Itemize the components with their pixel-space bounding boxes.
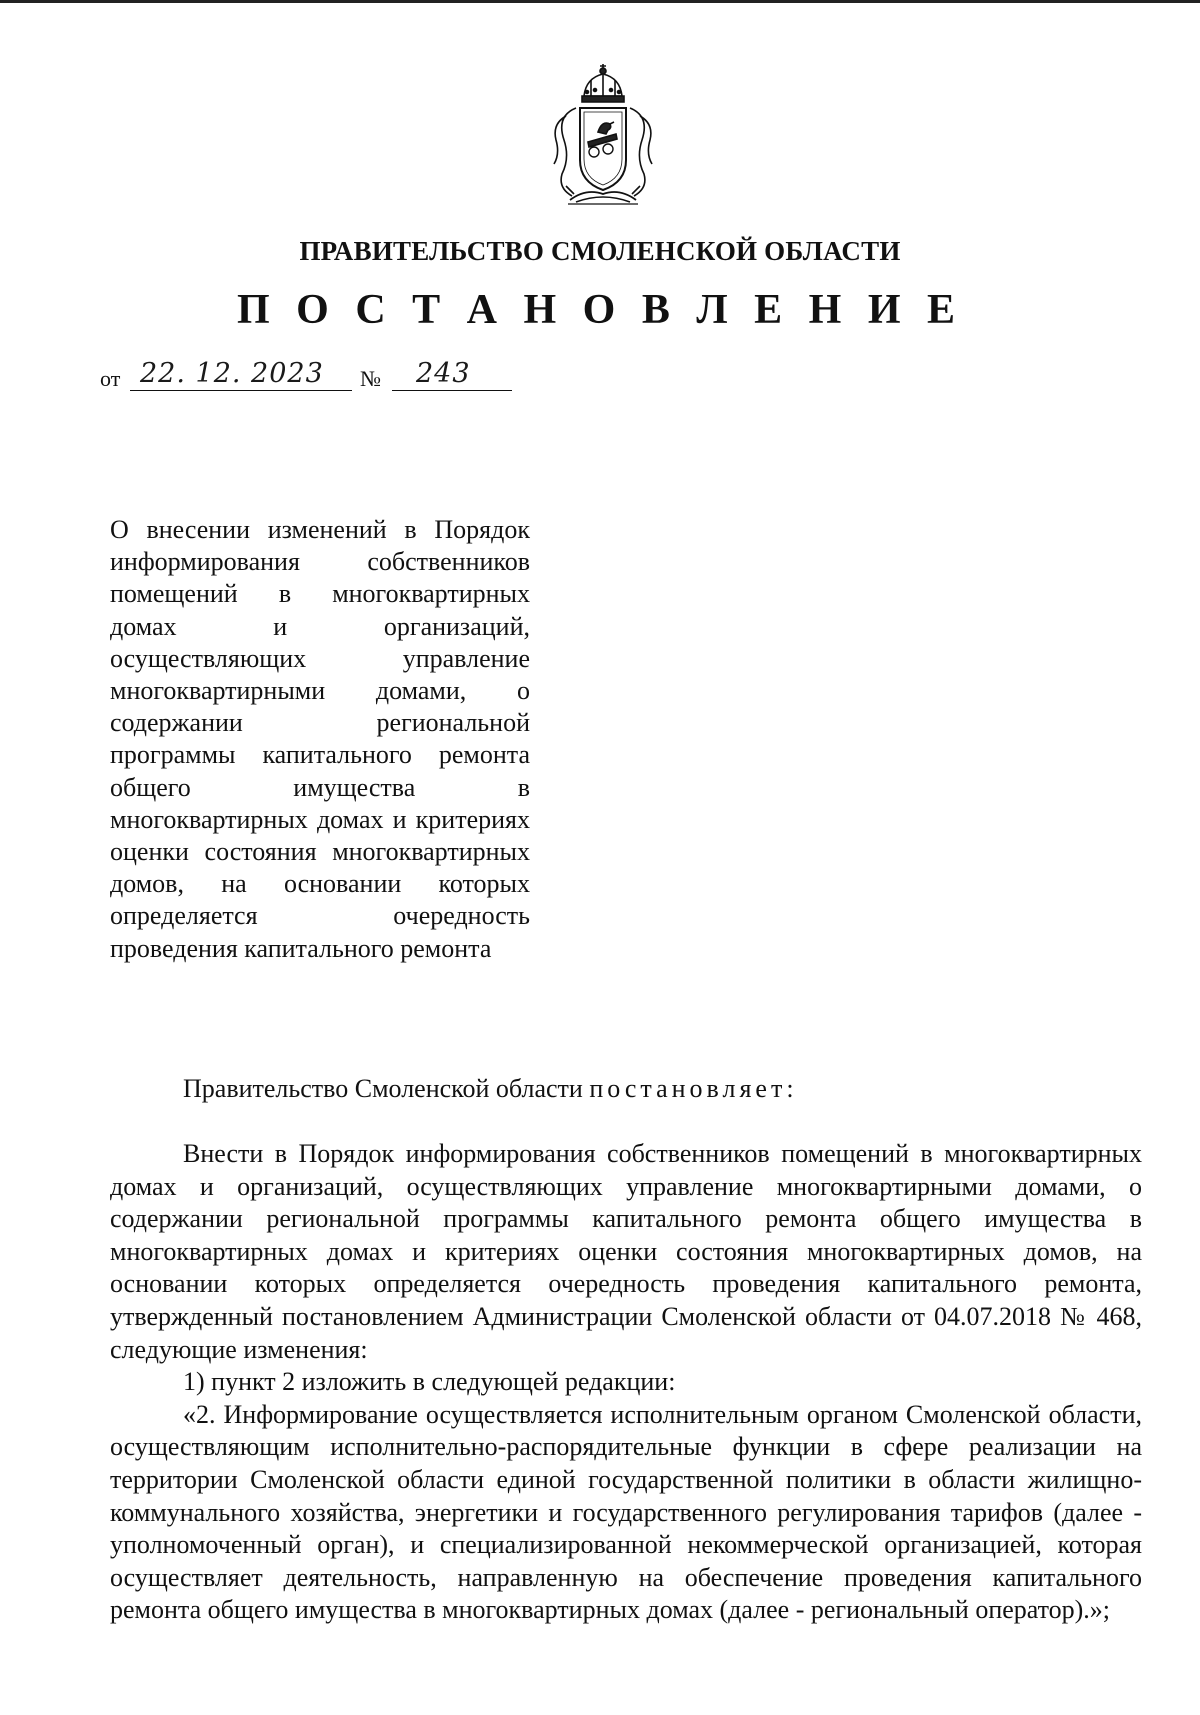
document-type-title: П О С Т А Н О В Л Е Н И Е [236, 287, 964, 333]
date-prefix-label: от [100, 366, 121, 391]
date-field [130, 358, 352, 391]
body-paragraph: «2. Информирование осуществляется исполнительным органом Смоленской области, осуществляющим исполнительно-распорядительные функции в сфере реализации на территории Смоленской области единой государственной политики в области жилищно-коммунального хозяйства, энергетики и государственного регулирования тарифов (далее - уполномоченный орган), и специализированной некоммерческой организацией, которая осуществляет деятельность, направленную на обеспечение проведения капитального ремонта общего имущества в многоквартирных домах (далее - региональный оператор).»; [110, 1399, 1142, 1625]
number-field [392, 358, 512, 391]
government-title: ПРАВИТЕЛЬСТВО СМОЛЕНСКОЙ ОБЛАСТИ [299, 236, 901, 266]
preamble-text: Правительство Смоленской области [183, 1074, 583, 1103]
preamble-verb: постановляет: [589, 1074, 798, 1103]
document-subject: О внесении изменений в Порядок информирования собственников помещений в многоквартирных домах и организаций, осуществляющих управление многоквартирными домами, о содержании региональной программы капитального ремонта общего имущества в многоквартирных домах и критериях оценки состояния многоквартирных домов, на основании которых определяется очередность проведения капитального ремонта [110, 515, 530, 963]
document-body [110, 1138, 1142, 1627]
handwritten-date: 22. 12. 2023 [140, 358, 324, 389]
handwritten-number: 243 [416, 358, 471, 389]
body-paragraph: Внести в Порядок информирования собственников помещений в многоквартирных домах и организаций, осуществляющих управление многоквартирными домами, о содержании региональной программы капитального ремонта общего имущества в многоквартирных домах и критериях оценки состояния многоквартирных домов, на основании которых определяется очередность проведения капитального ремонта, утвержденный постановлением Администрации Смоленской области от 04.07.2018 № 468, следующие изменения: [110, 1139, 1142, 1364]
body-paragraph: 1) пункт 2 изложить в следующей редакции: [183, 1367, 676, 1397]
preamble [183, 1074, 798, 1104]
number-prefix-label: № [360, 366, 381, 391]
top-border-line [0, 0, 1200, 3]
coat-of-arms-icon [546, 64, 660, 208]
